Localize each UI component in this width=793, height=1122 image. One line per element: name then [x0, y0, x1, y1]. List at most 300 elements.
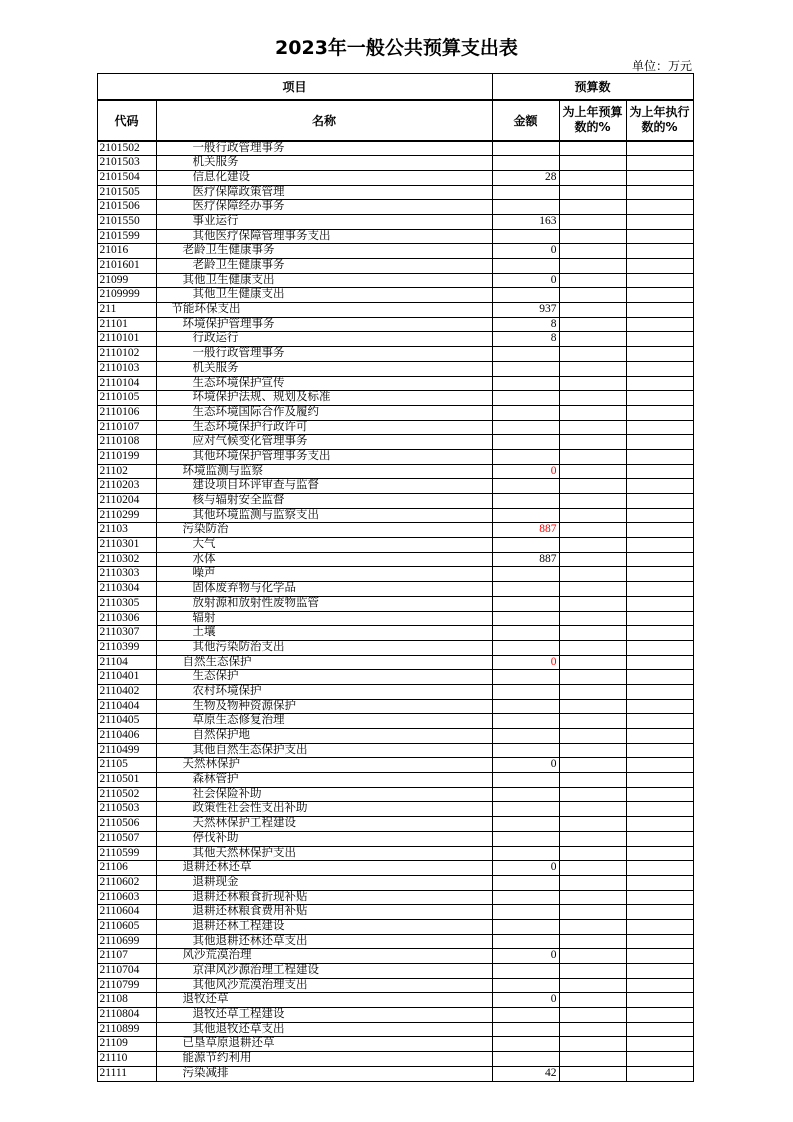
- pct-prev-budget-cell: [560, 1037, 627, 1052]
- pct-prev-actual-cell: [627, 847, 694, 862]
- amount-cell: [493, 685, 560, 700]
- header-amount-label: 金额: [513, 113, 538, 128]
- code-cell: 21106: [98, 861, 157, 876]
- header-pct-prev-budget: [560, 101, 627, 142]
- pct-prev-actual-cell: [627, 1052, 694, 1067]
- pct-prev-budget-cell: [560, 582, 627, 597]
- pct-prev-budget-cell: [560, 744, 627, 759]
- table-row: [98, 435, 695, 450]
- pct-prev-actual-cell: [627, 347, 694, 362]
- pct-prev-actual-cell: [627, 156, 694, 171]
- code-cell: 2110605: [98, 920, 157, 935]
- table-row: [98, 935, 695, 950]
- amount-cell: [493, 788, 560, 803]
- code-cell: 2110105: [98, 391, 157, 406]
- header-code: [98, 101, 157, 142]
- table-row: [98, 788, 695, 803]
- code-cell: 2110506: [98, 817, 157, 832]
- amount-cell: [493, 817, 560, 832]
- amount-cell: [493, 744, 560, 759]
- amount-cell: [493, 450, 560, 465]
- page-title: 2023年一般公共预算支出表: [275, 37, 518, 59]
- amount-cell: [493, 714, 560, 729]
- table-row: [98, 964, 695, 979]
- table-row: [98, 1052, 695, 1067]
- code-cell: 21104: [98, 656, 157, 671]
- pct-prev-actual-cell: [627, 861, 694, 876]
- amount-cell: [493, 259, 560, 274]
- name-cell: 其他医疗保障管理事务支出: [157, 230, 493, 245]
- pct-prev-actual-cell: [627, 406, 694, 421]
- pct-prev-actual-cell: [627, 259, 694, 274]
- code-cell: 2110204: [98, 494, 157, 509]
- code-cell: 2110502: [98, 788, 157, 803]
- amount-cell: [493, 729, 560, 744]
- budget-table: [97, 73, 695, 1082]
- pct-prev-budget-cell: [560, 920, 627, 935]
- table-row: [98, 847, 695, 862]
- code-cell: 2110602: [98, 876, 157, 891]
- name-cell: 行政运行: [157, 332, 493, 347]
- pct-prev-budget-cell: [560, 332, 627, 347]
- pct-prev-budget-cell: [560, 406, 627, 421]
- code-cell: 2110108: [98, 435, 157, 450]
- amount-cell: [493, 567, 560, 582]
- pct-prev-budget-cell: [560, 465, 627, 480]
- pct-prev-actual-cell: [627, 817, 694, 832]
- table-row: [98, 1008, 695, 1023]
- pct-prev-budget-cell: [560, 612, 627, 627]
- pct-prev-budget-cell: [560, 979, 627, 994]
- pct-prev-actual-cell: [627, 920, 694, 935]
- code-cell: 21101: [98, 318, 157, 333]
- name-cell: 其他污染防治支出: [157, 641, 493, 656]
- pct-prev-actual-cell: [627, 788, 694, 803]
- name-cell: 生态环境保护宣传: [157, 377, 493, 392]
- pct-prev-actual-cell: [627, 993, 694, 1008]
- name-cell: 环境监测与监察: [157, 465, 493, 480]
- code-cell: 2110405: [98, 714, 157, 729]
- pct-prev-budget-cell: [560, 362, 627, 377]
- table-row: [98, 230, 695, 245]
- pct-prev-budget-cell: [560, 626, 627, 641]
- pct-prev-actual-cell: [627, 685, 694, 700]
- header-amount: [493, 101, 560, 142]
- pct-prev-budget-cell: [560, 259, 627, 274]
- code-cell: 2110799: [98, 979, 157, 994]
- name-cell: 污染防治: [157, 523, 493, 538]
- table-row: [98, 259, 695, 274]
- code-cell: 21016: [98, 244, 157, 259]
- code-cell: 2101503: [98, 156, 157, 171]
- table-row: [98, 553, 695, 568]
- name-cell: 生物及物种资源保护: [157, 700, 493, 715]
- pct-prev-actual-cell: [627, 391, 694, 406]
- table-row: [98, 949, 695, 964]
- code-cell: 2110604: [98, 905, 157, 920]
- code-cell: 2110401: [98, 670, 157, 685]
- pct-prev-actual-cell: [627, 744, 694, 759]
- name-cell: 能源节约利用: [157, 1052, 493, 1067]
- table-row: [98, 744, 695, 759]
- code-cell: 2101505: [98, 186, 157, 201]
- amount-cell: 887: [493, 523, 560, 538]
- code-cell: 21107: [98, 949, 157, 964]
- pct-prev-actual-cell: [627, 935, 694, 950]
- pct-prev-actual-cell: [627, 567, 694, 582]
- pct-prev-budget-cell: [560, 1052, 627, 1067]
- amount-cell: [493, 935, 560, 950]
- table-row: [98, 802, 695, 817]
- pct-prev-actual-cell: [627, 377, 694, 392]
- code-cell: 2110402: [98, 685, 157, 700]
- pct-prev-budget-cell: [560, 964, 627, 979]
- code-cell: 21103: [98, 523, 157, 538]
- code-cell: 2110603: [98, 891, 157, 906]
- name-cell: 生态环境保护行政许可: [157, 421, 493, 436]
- code-cell: 2110406: [98, 729, 157, 744]
- amount-cell: 0: [493, 993, 560, 1008]
- code-cell: 2110704: [98, 964, 157, 979]
- pct-prev-actual-cell: [627, 244, 694, 259]
- name-cell: 环境保护法规、规划及标准: [157, 391, 493, 406]
- code-cell: 2110102: [98, 347, 157, 362]
- pct-prev-budget-cell: [560, 391, 627, 406]
- header-code-label: 代码: [114, 113, 139, 128]
- pct-prev-actual-cell: [627, 509, 694, 524]
- name-cell: 老龄卫生健康事务: [157, 259, 493, 274]
- amount-cell: 0: [493, 758, 560, 773]
- name-cell: 其他环境监测与监察支出: [157, 509, 493, 524]
- code-cell: 2110305: [98, 597, 157, 612]
- name-cell: 退牧还草工程建设: [157, 1008, 493, 1023]
- table-row: [98, 729, 695, 744]
- pct-prev-actual-cell: [627, 465, 694, 480]
- pct-prev-actual-cell: [627, 494, 694, 509]
- table-row: [98, 993, 695, 1008]
- table-row: [98, 465, 695, 480]
- code-cell: 21102: [98, 465, 157, 480]
- amount-cell: [493, 288, 560, 303]
- unit-label: 单位：万元: [631, 59, 692, 73]
- table-row: [98, 714, 695, 729]
- amount-cell: [493, 979, 560, 994]
- pct-prev-budget-cell: [560, 479, 627, 494]
- pct-prev-budget-cell: [560, 494, 627, 509]
- amount-cell: [493, 1023, 560, 1038]
- pct-prev-budget-cell: [560, 1023, 627, 1038]
- amount-cell: [493, 626, 560, 641]
- pct-prev-actual-cell: [627, 876, 694, 891]
- pct-prev-actual-cell: [627, 142, 694, 157]
- name-cell: 生态保护: [157, 670, 493, 685]
- name-cell: 退牧还草: [157, 993, 493, 1008]
- code-cell: 21105: [98, 758, 157, 773]
- pct-prev-actual-cell: [627, 949, 694, 964]
- pct-prev-actual-cell: [627, 332, 694, 347]
- pct-prev-budget-cell: [560, 773, 627, 788]
- pct-prev-actual-cell: [627, 553, 694, 568]
- amount-cell: [493, 1037, 560, 1052]
- amount-cell: [493, 612, 560, 627]
- amount-cell: 28: [493, 171, 560, 186]
- table-row: [98, 509, 695, 524]
- amount-cell: 0: [493, 244, 560, 259]
- header-name-label: 名称: [311, 113, 336, 128]
- name-cell: 退耕还林粮食费用补贴: [157, 905, 493, 920]
- header-pct-prev-budget-label: 为上年预算数的%: [562, 105, 623, 134]
- pct-prev-actual-cell: [627, 758, 694, 773]
- pct-prev-actual-cell: [627, 450, 694, 465]
- pct-prev-budget-cell: [560, 700, 627, 715]
- code-cell: 2110307: [98, 626, 157, 641]
- table-row: [98, 582, 695, 597]
- amount-cell: [493, 773, 560, 788]
- code-cell: 2110203: [98, 479, 157, 494]
- pct-prev-budget-cell: [560, 729, 627, 744]
- amount-cell: [493, 421, 560, 436]
- pct-prev-actual-cell: [627, 641, 694, 656]
- table-row: [98, 406, 695, 421]
- name-cell: 建设项目环评审查与监督: [157, 479, 493, 494]
- pct-prev-budget-cell: [560, 186, 627, 201]
- amount-cell: [493, 362, 560, 377]
- pct-prev-actual-cell: [627, 714, 694, 729]
- pct-prev-budget-cell: [560, 876, 627, 891]
- amount-cell: [493, 597, 560, 612]
- table-row: [98, 347, 695, 362]
- code-cell: 2110302: [98, 553, 157, 568]
- amount-cell: 0: [493, 949, 560, 964]
- amount-cell: [493, 377, 560, 392]
- amount-cell: 8: [493, 318, 560, 333]
- amount-cell: 0: [493, 274, 560, 289]
- amount-cell: [493, 406, 560, 421]
- code-cell: 2110101: [98, 332, 157, 347]
- table-row: [98, 626, 695, 641]
- pct-prev-budget-cell: [560, 274, 627, 289]
- pct-prev-actual-cell: [627, 612, 694, 627]
- table-row: [98, 318, 695, 333]
- table-row: [98, 1037, 695, 1052]
- table-row: [98, 567, 695, 582]
- code-cell: 2110199: [98, 450, 157, 465]
- name-cell: 草原生态修复治理: [157, 714, 493, 729]
- code-cell: 2110503: [98, 802, 157, 817]
- pct-prev-budget-cell: [560, 1067, 627, 1082]
- name-cell: 农村环境保护: [157, 685, 493, 700]
- table-row: [98, 979, 695, 994]
- pct-prev-budget-cell: [560, 993, 627, 1008]
- code-cell: 2101502: [98, 142, 157, 157]
- pct-prev-actual-cell: [627, 1008, 694, 1023]
- amount-cell: 0: [493, 656, 560, 671]
- amount-cell: [493, 832, 560, 847]
- code-cell: 2110507: [98, 832, 157, 847]
- pct-prev-budget-cell: [560, 230, 627, 245]
- pct-prev-actual-cell: [627, 171, 694, 186]
- pct-prev-actual-cell: [627, 421, 694, 436]
- amount-cell: [493, 186, 560, 201]
- pct-prev-actual-cell: [627, 303, 694, 318]
- name-cell: 京津风沙源治理工程建设: [157, 964, 493, 979]
- pct-prev-actual-cell: [627, 802, 694, 817]
- header-pct-prev-actual: [627, 101, 694, 142]
- pct-prev-budget-cell: [560, 935, 627, 950]
- table-row: [98, 215, 695, 230]
- code-cell: 2110399: [98, 641, 157, 656]
- code-cell: 2110303: [98, 567, 157, 582]
- name-cell: 医疗保障政策管理: [157, 186, 493, 201]
- name-cell: 一般行政管理事务: [157, 142, 493, 157]
- pct-prev-budget-cell: [560, 949, 627, 964]
- code-cell: 2101506: [98, 200, 157, 215]
- pct-prev-actual-cell: [627, 656, 694, 671]
- amount-cell: 937: [493, 303, 560, 318]
- pct-prev-actual-cell: [627, 215, 694, 230]
- table-row: [98, 421, 695, 436]
- table-body: [98, 142, 695, 1082]
- header-row-top: [98, 74, 695, 101]
- amount-cell: 8: [493, 332, 560, 347]
- name-cell: 生态环境国际合作及履约: [157, 406, 493, 421]
- name-cell: 天然林保护工程建设: [157, 817, 493, 832]
- name-cell: 放射源和放射性废物监管: [157, 597, 493, 612]
- name-cell: 大气: [157, 538, 493, 553]
- header-name: [157, 101, 493, 142]
- name-cell: 退耕还林粮食折现补贴: [157, 891, 493, 906]
- name-cell: 其他环境保护管理事务支出: [157, 450, 493, 465]
- name-cell: 其他退牧还草支出: [157, 1023, 493, 1038]
- pct-prev-budget-cell: [560, 244, 627, 259]
- amount-cell: [493, 700, 560, 715]
- table-row: [98, 905, 695, 920]
- code-cell: 2110304: [98, 582, 157, 597]
- code-cell: 2110501: [98, 773, 157, 788]
- table-row: [98, 670, 695, 685]
- pct-prev-budget-cell: [560, 553, 627, 568]
- pct-prev-actual-cell: [627, 435, 694, 450]
- code-cell: 21109: [98, 1037, 157, 1052]
- code-cell: 2110599: [98, 847, 157, 862]
- header-budget-label: 预算数: [574, 79, 611, 94]
- table-row: [98, 171, 695, 186]
- amount-cell: [493, 435, 560, 450]
- pct-prev-budget-cell: [560, 156, 627, 171]
- table-row: [98, 876, 695, 891]
- pct-prev-actual-cell: [627, 729, 694, 744]
- table-row: [98, 612, 695, 627]
- amount-cell: [493, 802, 560, 817]
- name-cell: 老龄卫生健康事务: [157, 244, 493, 259]
- amount-cell: [493, 905, 560, 920]
- table-row: [98, 685, 695, 700]
- table-row: [98, 362, 695, 377]
- table-row: [98, 538, 695, 553]
- code-cell: 2110301: [98, 538, 157, 553]
- pct-prev-budget-cell: [560, 905, 627, 920]
- code-cell: 2110104: [98, 377, 157, 392]
- name-cell: 其他卫生健康支出: [157, 274, 493, 289]
- pct-prev-actual-cell: [627, 905, 694, 920]
- table-row: [98, 244, 695, 259]
- pct-prev-budget-cell: [560, 758, 627, 773]
- amount-cell: [493, 1008, 560, 1023]
- pct-prev-budget-cell: [560, 656, 627, 671]
- code-cell: 2110299: [98, 509, 157, 524]
- code-cell: 2110404: [98, 700, 157, 715]
- header-pct-prev-actual-label: 为上年执行数的%: [629, 105, 690, 134]
- code-cell: 21110: [98, 1052, 157, 1067]
- name-cell: 社会保险补助: [157, 788, 493, 803]
- code-cell: 2110499: [98, 744, 157, 759]
- name-cell: 一般行政管理事务: [157, 347, 493, 362]
- table-row: [98, 920, 695, 935]
- amount-cell: [493, 964, 560, 979]
- pct-prev-budget-cell: [560, 670, 627, 685]
- pct-prev-budget-cell: [560, 861, 627, 876]
- pct-prev-budget-cell: [560, 142, 627, 157]
- pct-prev-budget-cell: [560, 171, 627, 186]
- pct-prev-actual-cell: [627, 230, 694, 245]
- pct-prev-actual-cell: [627, 670, 694, 685]
- amount-cell: [493, 479, 560, 494]
- name-cell: 信息化建设: [157, 171, 493, 186]
- pct-prev-actual-cell: [627, 1037, 694, 1052]
- code-cell: 21099: [98, 274, 157, 289]
- code-cell: 2101599: [98, 230, 157, 245]
- pct-prev-budget-cell: [560, 523, 627, 538]
- name-cell: 节能环保支出: [157, 303, 493, 318]
- code-cell: 2110306: [98, 612, 157, 627]
- header-item: [98, 74, 493, 101]
- code-cell: 2110699: [98, 935, 157, 950]
- code-cell: 2101504: [98, 171, 157, 186]
- name-cell: 医疗保障经办事务: [157, 200, 493, 215]
- name-cell: 其他风沙荒漠治理支出: [157, 979, 493, 994]
- amount-cell: [493, 582, 560, 597]
- pct-prev-actual-cell: [627, 362, 694, 377]
- code-cell: 2101550: [98, 215, 157, 230]
- table-row: [98, 391, 695, 406]
- pct-prev-actual-cell: [627, 1023, 694, 1038]
- name-cell: 森林管护: [157, 773, 493, 788]
- pct-prev-budget-cell: [560, 435, 627, 450]
- pct-prev-budget-cell: [560, 817, 627, 832]
- pct-prev-budget-cell: [560, 832, 627, 847]
- pct-prev-actual-cell: [627, 597, 694, 612]
- amount-cell: 42: [493, 1067, 560, 1082]
- table-row: [98, 597, 695, 612]
- table-row: [98, 832, 695, 847]
- pct-prev-budget-cell: [560, 347, 627, 362]
- amount-cell: [493, 641, 560, 656]
- name-cell: 自然保护地: [157, 729, 493, 744]
- pct-prev-budget-cell: [560, 567, 627, 582]
- pct-prev-budget-cell: [560, 421, 627, 436]
- table-row: [98, 200, 695, 215]
- name-cell: 机关服务: [157, 156, 493, 171]
- pct-prev-actual-cell: [627, 523, 694, 538]
- pct-prev-actual-cell: [627, 200, 694, 215]
- pct-prev-budget-cell: [560, 303, 627, 318]
- name-cell: 其他退耕还林还草支出: [157, 935, 493, 950]
- name-cell: 自然生态保护: [157, 656, 493, 671]
- pct-prev-budget-cell: [560, 597, 627, 612]
- amount-cell: 887: [493, 553, 560, 568]
- table-row: [98, 758, 695, 773]
- code-cell: 2110107: [98, 421, 157, 436]
